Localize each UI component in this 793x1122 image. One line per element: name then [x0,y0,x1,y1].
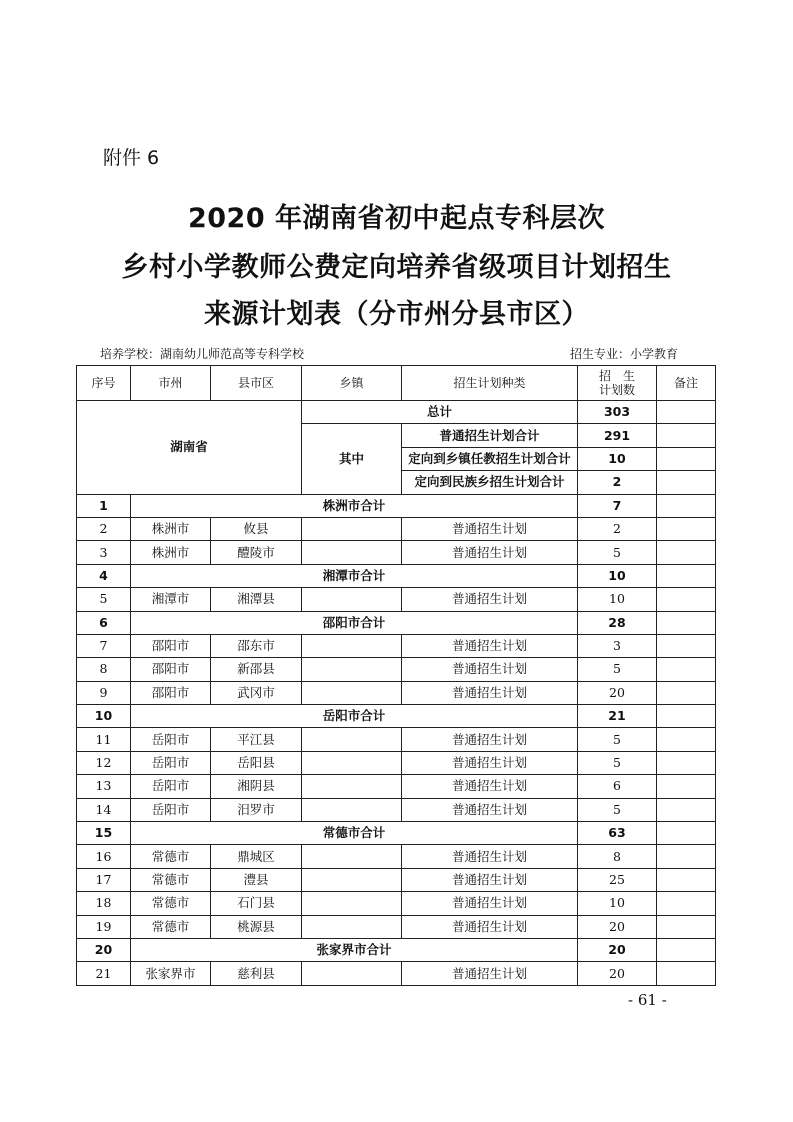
row-seq: 17 [77,868,131,891]
note-cell [657,541,716,564]
row-plan-type: 普通招生计划 [402,541,578,564]
subtotal-label: 常德市合计 [131,822,578,845]
row-city: 常德市 [131,892,211,915]
row-city: 株洲市 [131,541,211,564]
among-label: 其中 [302,424,402,494]
page-number: - 61 - [628,991,667,1009]
table-row [77,845,716,868]
row-seq: 21 [77,962,131,985]
row-town [302,517,402,540]
row-plan-type: 普通招生计划 [402,681,578,704]
row-count: 2 [578,517,657,540]
row-count: 25 [578,868,657,891]
subtotal-row [77,564,716,587]
row-city: 邵阳市 [131,681,211,704]
title-line-2: 乡村小学教师公费定向培养省级项目计划招生 [121,252,672,283]
row-seq: 7 [77,634,131,657]
row-city: 邵阳市 [131,634,211,657]
note-cell [657,424,716,447]
header-county: 县市区 [211,366,302,401]
row-seq: 6 [77,611,131,634]
table-row [77,798,716,821]
row-plan-type: 普通招生计划 [402,658,578,681]
row-town [302,798,402,821]
note-cell [657,517,716,540]
row-seq: 5 [77,588,131,611]
row-city: 岳阳市 [131,798,211,821]
row-count: 21 [578,705,657,728]
row-count: 5 [578,728,657,751]
note-cell [657,775,716,798]
row-county: 湘潭县 [211,588,302,611]
row-seq: 18 [77,892,131,915]
row-town [302,658,402,681]
note-cell [657,868,716,891]
row-count: 10 [578,564,657,587]
row-plan-type: 普通招生计划 [402,962,578,985]
row-seq: 2 [77,517,131,540]
row-county: 攸县 [211,517,302,540]
enrollment-plan-table [76,365,716,986]
row-seq: 15 [77,822,131,845]
training-school: 培养学校：湖南幼儿师范高等专科学校 [100,347,305,361]
province-total-value: 303 [578,401,657,424]
row-city: 湘潭市 [131,588,211,611]
sub-label: 定向到民族乡招生计划合计 [402,471,578,494]
province-name: 湖南省 [77,401,302,495]
row-town [302,962,402,985]
note-cell [657,915,716,938]
row-seq: 19 [77,915,131,938]
sub-label: 普通招生计划合计 [402,424,578,447]
row-count: 20 [578,915,657,938]
row-town [302,634,402,657]
header-count-line-2: 计划数 [598,383,635,397]
note-cell [657,401,716,424]
note-cell [657,681,716,704]
title-line-3: 来源计划表（分市州分县市区） [204,299,589,330]
row-seq: 11 [77,728,131,751]
header-town: 乡镇 [302,366,402,401]
row-count: 63 [578,822,657,845]
note-cell [657,822,716,845]
row-seq: 8 [77,658,131,681]
row-city: 岳阳市 [131,775,211,798]
row-count: 5 [578,658,657,681]
row-city: 株洲市 [131,517,211,540]
row-county: 桃源县 [211,915,302,938]
row-plan-type: 普通招生计划 [402,728,578,751]
note-cell [657,892,716,915]
subtotal-label: 张家界市合计 [131,938,578,961]
subtotal-row [77,938,716,961]
enrollment-major: 招生专业：小学教育 [570,347,679,361]
table-row [77,681,716,704]
row-county: 慈利县 [211,962,302,985]
row-town [302,892,402,915]
row-town [302,728,402,751]
header-note: 备注 [657,366,716,401]
row-count: 10 [578,588,657,611]
row-town [302,751,402,774]
table-row [77,541,716,564]
table-row [77,892,716,915]
row-count: 5 [578,751,657,774]
row-seq: 13 [77,775,131,798]
row-county: 澧县 [211,868,302,891]
subtotal-label: 岳阳市合计 [131,705,578,728]
row-city: 邵阳市 [131,658,211,681]
note-cell [657,611,716,634]
row-county: 岳阳县 [211,751,302,774]
row-count: 20 [578,681,657,704]
row-county: 汨罗市 [211,798,302,821]
note-cell [657,962,716,985]
table-header-row [77,366,716,401]
row-town [302,541,402,564]
table-row [77,775,716,798]
subtotal-label: 邵阳市合计 [131,611,578,634]
header-count-line-1: 招 生 [598,369,635,383]
row-county: 醴陵市 [211,541,302,564]
note-cell [657,588,716,611]
row-plan-type: 普通招生计划 [402,868,578,891]
sub-value: 291 [578,424,657,447]
subtotal-label: 湘潭市合计 [131,564,578,587]
header-plan-type: 招生计划种类 [402,366,578,401]
row-count: 5 [578,541,657,564]
table-row [77,658,716,681]
row-plan-type: 普通招生计划 [402,588,578,611]
note-cell [657,728,716,751]
note-cell [657,634,716,657]
note-cell [657,705,716,728]
row-city: 张家界市 [131,962,211,985]
sub-value: 10 [578,447,657,470]
note-cell [657,798,716,821]
row-seq: 12 [77,751,131,774]
row-town [302,868,402,891]
note-cell [657,447,716,470]
note-cell [657,494,716,517]
row-count: 7 [578,494,657,517]
row-plan-type: 普通招生计划 [402,798,578,821]
row-city: 常德市 [131,868,211,891]
attachment-label: 附件 6 [103,147,160,169]
row-seq: 20 [77,938,131,961]
row-town [302,775,402,798]
row-county: 邵东市 [211,634,302,657]
row-seq: 10 [77,705,131,728]
row-town [302,681,402,704]
note-cell [657,658,716,681]
subtotal-row [77,822,716,845]
row-plan-type: 普通招生计划 [402,892,578,915]
row-seq: 3 [77,541,131,564]
row-town [302,588,402,611]
subtotal-row [77,705,716,728]
row-town [302,915,402,938]
row-county: 湘阴县 [211,775,302,798]
table-row [77,751,716,774]
row-seq: 1 [77,494,131,517]
row-county: 石门县 [211,892,302,915]
row-city: 岳阳市 [131,728,211,751]
subtotal-label: 株洲市合计 [131,494,578,517]
table-row [77,728,716,751]
row-count: 8 [578,845,657,868]
title-line-1: 2020 年湖南省初中起点专科层次 [187,203,606,234]
province-total-label: 总计 [302,401,578,424]
note-cell [657,471,716,494]
row-count: 5 [578,798,657,821]
table-row [77,868,716,891]
row-count: 28 [578,611,657,634]
note-cell [657,938,716,961]
sub-label: 定向到乡镇任教招生计划合计 [402,447,578,470]
table-row [77,962,716,985]
row-plan-type: 普通招生计划 [402,845,578,868]
row-plan-type: 普通招生计划 [402,634,578,657]
subtotal-row [77,494,716,517]
row-town [302,845,402,868]
table-row [77,634,716,657]
row-count: 20 [578,962,657,985]
row-seq: 4 [77,564,131,587]
note-cell [657,564,716,587]
table-row [77,517,716,540]
row-plan-type: 普通招生计划 [402,751,578,774]
row-count: 10 [578,892,657,915]
row-city: 常德市 [131,845,211,868]
row-plan-type: 普通招生计划 [402,915,578,938]
row-count: 6 [578,775,657,798]
row-plan-type: 普通招生计划 [402,775,578,798]
note-cell [657,751,716,774]
row-count: 3 [578,634,657,657]
sub-value: 2 [578,471,657,494]
row-city: 常德市 [131,915,211,938]
row-plan-type: 普通招生计划 [402,517,578,540]
header-count [578,366,657,401]
note-cell [657,845,716,868]
header-city: 市州 [131,366,211,401]
table-row [77,588,716,611]
row-county: 鼎城区 [211,845,302,868]
table-row [77,915,716,938]
header-seq: 序号 [77,366,131,401]
subtotal-row [77,611,716,634]
row-seq: 14 [77,798,131,821]
row-seq: 16 [77,845,131,868]
row-seq: 9 [77,681,131,704]
row-count: 20 [578,938,657,961]
province-total-row [77,401,716,424]
row-county: 平江县 [211,728,302,751]
row-city: 岳阳市 [131,751,211,774]
row-county: 新邵县 [211,658,302,681]
row-county: 武冈市 [211,681,302,704]
